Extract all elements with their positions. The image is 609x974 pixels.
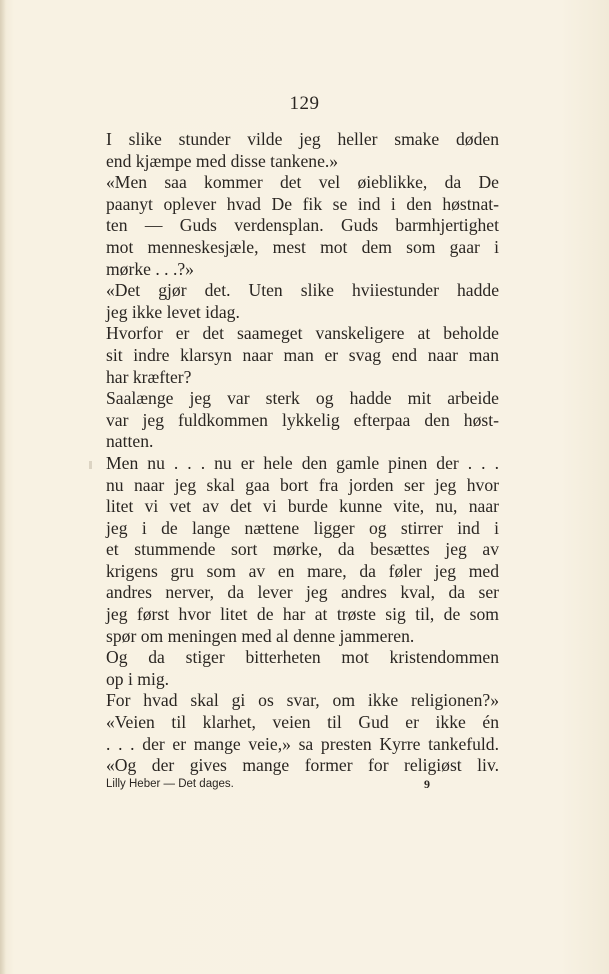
text-line: «Men saa kommer det vel øieblikke, da De [106,172,499,193]
stray-ink-mark [89,461,92,469]
text-line: I slike stunder vilde jeg heller smake døden [106,129,499,149]
text-line: jeg i de lange nættene ligger og stirrer ind i [106,517,499,538]
text-line: «Og der gives mange former for religiøst liv. [106,755,499,776]
footer-sheet-number: 9 [424,777,430,791]
footer-signature: Lilly Heber — Det dages. [106,778,234,790]
text-line: jeg ikke levet idag. [106,301,240,322]
page-number: 129 [289,93,320,114]
text-line: end kjæmpe med disse tankene.» [106,150,339,171]
text-line: sit indre klarsyn naar man er svag end naar man [106,344,499,365]
text-line: For hvad skal gi os svar, om ikke religionen?» [106,690,499,711]
text-line: har kræfter? [106,366,192,387]
text-line: krigens gru som av en mare, da føler jeg med [106,560,499,581]
text-line: paanyt oplever hvad De fik se ind i den høstnat- [106,193,499,214]
text-line: nu naar jeg skal gaa bort fra jorden ser jeg hvor [106,474,499,495]
text-line: op i mig. [106,668,170,689]
text-line: var jeg fuldkommen lykkelig efterpaa den høst- [106,409,499,430]
text-line: Hvorfor er det saameget vanskeligere at beholde [106,323,499,344]
text-line: mot menneskesjæle, mest mot dem som gaar i [106,236,499,257]
text-line: et stummende sort mørke, da besættes jeg av [106,539,499,560]
body-text [106,129,499,777]
text-line: natten. [106,431,154,452]
text-line: . . . der er mange veie,» sa presten Kyrre tankefuld. [106,733,499,754]
text-line: andres nerver, da lever jeg andres kval, da ser [106,582,499,603]
text-line: jeg først hvor litet de har at trøste sig til, de som [106,604,499,625]
text-line: Men nu . . . nu er hele den gamle pinen der . . . [106,452,499,473]
text-line: Og da stiger bitterheten mot kristendommen [106,647,499,668]
text-line: mørke . . .?» [106,258,194,279]
text-line: spør om meningen med al denne jammeren. [106,625,415,646]
text-line: ten — Guds verdensplan. Guds barmhjertighet [106,215,499,236]
text-line: «Veien til klarhet, veien til Gud er ikke én [106,712,499,733]
spine-shadow [0,0,6,974]
text-line: litet vi vet av det vi burde kunne vite, nu, naar [106,496,499,517]
text-line: «Det gjør det. Uten slike hviiestunder hadde [106,280,499,301]
text-line: Saalænge jeg var sterk og hadde mit arbeide [106,388,499,409]
